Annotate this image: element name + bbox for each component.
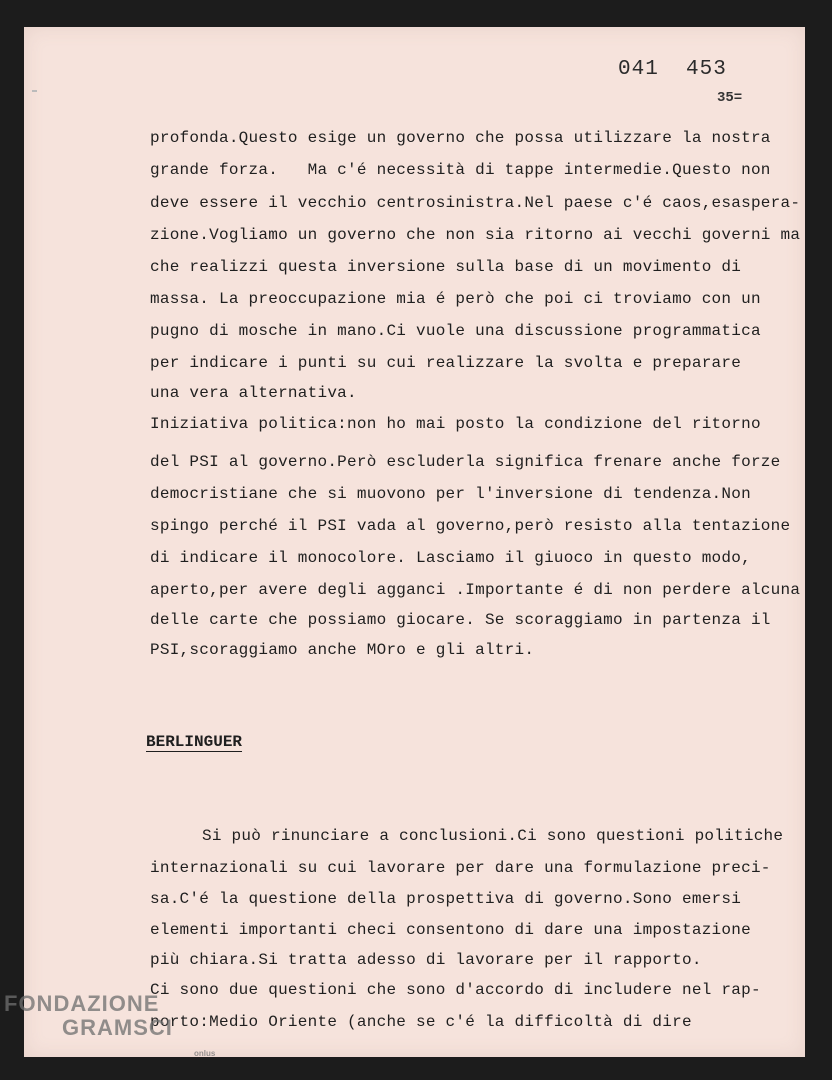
text-line: delle carte che possiamo giocare. Se scoraggiamo in partenza il [150,611,771,629]
archive-number: 041 453 [618,58,727,81]
text-line: per indicare i punti su cui realizzare la svolta e preparare [150,354,742,372]
text-line: che realizzi questa inversione sulla base di un movimento di [150,258,742,276]
text-line: grande forza. Ma c'é necessità di tappe intermedie.Questo non [150,161,771,179]
text-line: internazionali su cui lavorare per dare una formulazione preci- [150,859,771,877]
text-line: più chiara.Si tratta adesso di lavorare per il rapporto. [150,951,702,969]
text-line: di indicare il monocolore. Lasciamo il giuoco in questo modo, [150,549,751,567]
text-line: sa.C'é la questione della prospettiva di governo.Sono emersi [150,890,742,908]
text-line: Iniziativa politica:non ho mai posto la condizione del ritorno [150,415,761,433]
text-line: una vera alternativa. [150,384,357,402]
text-line: pugno di mosche in mano.Ci vuole una discussione programmatica [150,322,761,340]
text-line: del PSI al governo.Però escluderla significa frenare anche forze [150,453,781,471]
watermark-line-1: FONDAZIONE [4,991,160,1016]
text-line: spingo perché il PSI vada al governo,però resisto alla tentazione [150,517,791,535]
page-number: 35= [717,90,743,106]
text-line: porto:Medio Oriente (anche se c'é la difficoltà di dire [150,1013,692,1031]
speaker-heading: BERLINGUER [146,733,243,751]
text-line: deve essere il vecchio centrosinistra.Nel paese c'é caos,esaspera- [150,194,801,212]
text-line: Ci sono due questioni che sono d'accordo di includere nel rap- [150,981,761,999]
text-line: zione.Vogliamo un governo che non sia ritorno ai vecchi governi ma [150,226,801,244]
text-line: profonda.Questo esige un governo che possa utilizzare la nostra [150,129,771,147]
text-line: massa. La preoccupazione mia é però che poi ci troviamo con un [150,290,761,308]
watermark-small: onlus [194,1049,216,1058]
fondazione-gramsci-watermark [4,991,216,1058]
text-line: Si può rinunciare a conclusioni.Ci sono questioni politiche [202,827,784,845]
margin-mark [32,90,37,92]
text-line: democristiane che si muovono per l'inversione di tendenza.Non [150,485,751,503]
text-line: elementi importanti checi consentono di dare una impostazione [150,921,751,939]
text-line: PSI,scoraggiamo anche MOro e gli altri. [150,641,535,659]
watermark-line-2: GRAMSCI [62,1015,173,1040]
text-line: aperto,per avere degli agganci .Importante é di non perdere alcuna [150,581,801,599]
